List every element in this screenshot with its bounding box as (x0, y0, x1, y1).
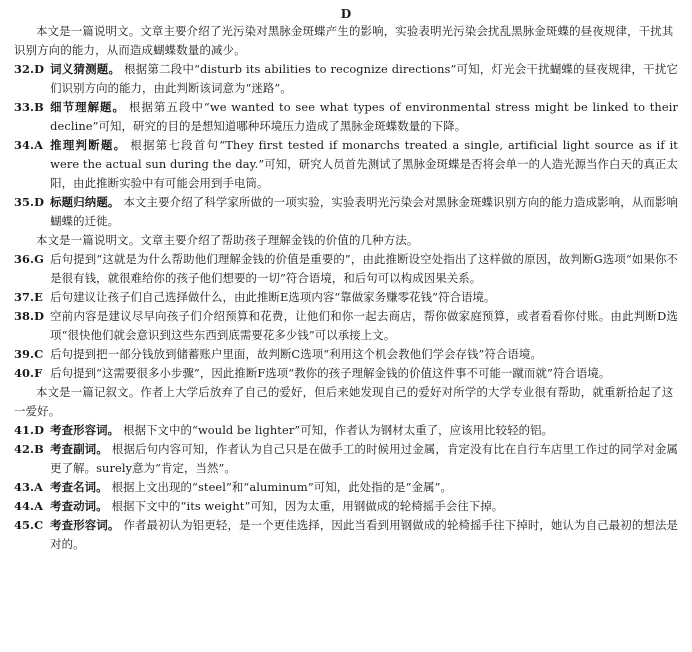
answer-item-34 (14, 136, 678, 193)
answer-number: 43. (14, 480, 35, 494)
answer-number: 40. (14, 366, 35, 380)
answer-number: 38. (14, 309, 35, 323)
answer-item-42 (14, 440, 678, 478)
answer-number: 34. (14, 138, 35, 152)
answer-number: 36. (14, 252, 35, 266)
question-type: 考查形容词。 (50, 423, 120, 437)
answer-letter: F (34, 366, 43, 380)
section-summary-d: 本文是一篇说明文。文章主要介绍了光污染对黑脉金斑蝶产生的影响，实验表明光污染会扰乱黑脉金斑蝶的昼夜规律，干扰其识别方向的能力，从而造成蝴蝶数量的减少。 (14, 24, 674, 57)
answer-item-37 (14, 288, 678, 307)
answer-item-41 (14, 421, 678, 440)
answer-explanation (48, 98, 678, 136)
section-summary-seven: 本文是一篇说明文。文章主要介绍了帮助孩子理解金钱的价值的几种方法。 (36, 233, 419, 247)
question-type: 推理判断题。 (50, 138, 127, 152)
answer-explanation (48, 60, 678, 98)
explanation-text: 根据第七段首句“They first tested if monarchs treated a single, artificial light source as if it were the actual sun during the day.”可知，研究人员首先测试了黑脉金斑蝶是否将会单一的人造光源当作白天的真正太阳，由此推断实验中有可能会用到手电筒。 (50, 138, 678, 190)
answer-letter: D (34, 309, 45, 323)
section-letter: D (340, 7, 352, 21)
answer-item-38 (14, 307, 678, 345)
answer-number: 41. (14, 423, 35, 437)
answer-letter: A (34, 499, 44, 513)
answer-letter: B (34, 442, 44, 456)
explanation-text: 后句提到“这需要很多小步骤”，因此推断F选项“教你的孩子理解金钱的价值这件事不可能一蹴而就”符合语境。 (50, 366, 611, 380)
answer-item-35 (14, 193, 678, 231)
explanation-text: 根据后句内容可知，作者认为自己只是在做手工的时候用过金属，肯定没有比在自行车店里工作过的同学对金属更了解。surely意为“肯定，当然”。 (50, 442, 678, 475)
explanation-text: 根据上文出现的“steel”和“aluminum”可知，此处指的是“金属”。 (111, 480, 452, 494)
explanation-text: 根据下文中的“would be lighter”可知，作者认为钢材太重了，应该用比较轻的铝。 (123, 423, 554, 437)
explanation-text: 空前内容是建议尽早向孩子们介绍预算和花费，让他们和你一起去商店，帮你做家庭预算，或者看看你付账。由此判断D选项“很快他们就会意识到这些东西到底需要花多少钱”可以承接上文。 (50, 309, 678, 342)
answer-letter: D (34, 423, 45, 437)
answer-item-32 (14, 60, 678, 98)
answer-item-43 (14, 478, 678, 497)
explanation-text: 后句建议让孩子们自己选择做什么，由此推断E选项内容“靠做家务赚零花钱”符合语境。 (50, 290, 496, 304)
answer-item-40 (14, 364, 678, 383)
answer-item-36 (14, 250, 678, 288)
answer-number: 37. (14, 290, 35, 304)
answer-number: 32. (14, 62, 35, 76)
answer-item-44 (14, 497, 678, 516)
answer-explanation (48, 136, 678, 193)
explanation-text: 根据下文中的“its weight”可知，因为太重，用钢做成的轮椅摇手会往下掉。 (111, 499, 504, 513)
explanation-text: 后句提到“这就是为什么帮助他们理解金钱的价值是重要的”，由此推断设空处指出了这样做的原因，故判断G选项“如果你不是很有钱，就很难给你的孩子他们想要的一切”符合语境，和后句可以构成因果关系。 (50, 252, 678, 285)
explanation-text: 根据第五段中“we wanted to see what types of environmental stress might be linked to their decline”可知，研究的目的是想知道哪种环境压力造成了黑脉金斑蝶数量的下降。 (50, 100, 678, 133)
question-type: 标题归纳题。 (50, 195, 120, 209)
answer-letter: C (34, 347, 44, 361)
question-type: 词义猜测题。 (50, 62, 121, 76)
answer-explanation (48, 421, 678, 440)
answer-letter: A (34, 480, 44, 494)
answer-number: 42. (14, 442, 35, 456)
question-type: 考查动词。 (50, 499, 108, 513)
answer-explanation (48, 440, 678, 478)
answer-item-33 (14, 98, 678, 136)
answer-letter: E (34, 290, 43, 304)
answer-number: 39. (14, 347, 35, 361)
section-summary-cloze: 本文是一篇记叙文。作者上大学后放弃了自己的爱好，但后来她发现自己的爱好对所学的大学专业很有帮助，就重新拾起了这一爱好。 (14, 385, 674, 418)
explanation-text: 作者最初认为铝更轻，是一个更佳选择，因此当看到用钢做成的轮椅摇手往下掉时，她认为自己最初的想法是对的。 (50, 518, 678, 551)
answer-number: 35. (14, 195, 35, 209)
question-type: 考查名词。 (50, 480, 108, 494)
question-type: 细节理解题。 (50, 100, 126, 114)
answer-explanation (48, 497, 678, 516)
answer-number: 45. (14, 518, 35, 532)
answer-letter: D (34, 62, 45, 76)
answer-letter: B (34, 100, 44, 114)
answer-explanation (48, 193, 678, 231)
answer-explanation (48, 516, 678, 554)
explanation-text: 本文主要介绍了科学家所做的一项实验，实验表明光污染会对黑脉金斑蝶识别方向的能力造成影响，从而影响蝴蝶的迁徙。 (50, 195, 678, 228)
explanation-text: 后句提到把一部分钱放到储蓄账户里面，故判断C选项“利用这个机会教他们学会存钱”符合语境。 (50, 347, 542, 361)
answer-letter: D (34, 195, 45, 209)
question-type: 考查副词。 (50, 442, 108, 456)
answer-item-39 (14, 345, 678, 364)
answer-letter: C (34, 518, 44, 532)
answer-explanation (48, 478, 678, 497)
answer-item-45 (14, 516, 678, 554)
question-type: 考查形容词。 (50, 518, 120, 532)
answer-number: 33. (14, 100, 35, 114)
answer-number: 44. (14, 499, 35, 513)
explanation-text: 根据第二段中“disturb its abilities to recognize directions”可知，灯光会干扰蝴蝶的昼夜规律，干扰它们识别方向的能力，由此判断该词意为“迷路”。 (50, 62, 678, 95)
answer-letter: A (34, 138, 44, 152)
answer-letter: G (34, 252, 44, 266)
